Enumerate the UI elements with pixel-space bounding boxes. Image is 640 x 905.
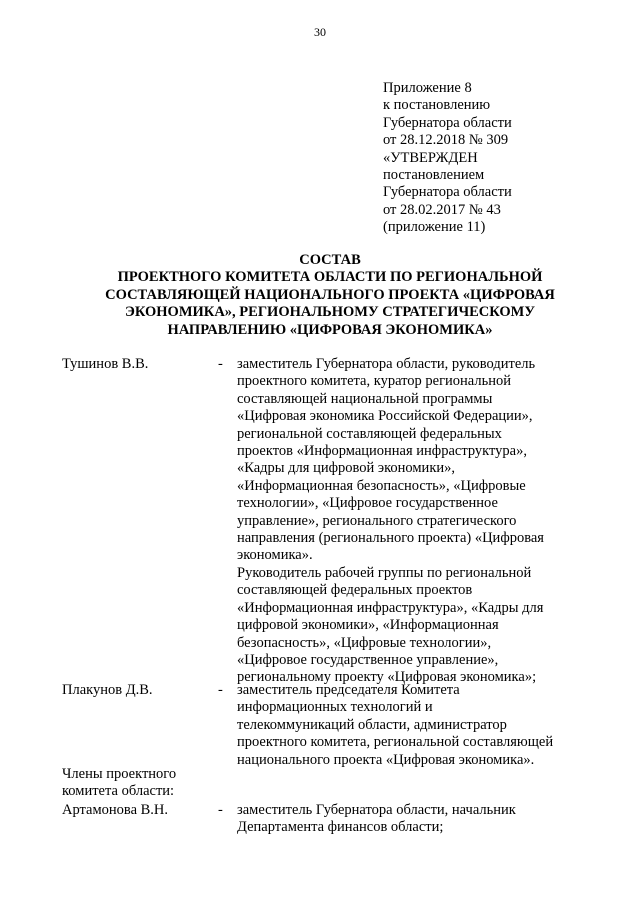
- approval-line: Губернатора области: [383, 114, 512, 131]
- description-line: информационных технологий и: [237, 699, 433, 716]
- description-line: составляющей федеральных проектов: [237, 582, 473, 599]
- approval-block: [383, 80, 623, 237]
- description-line: направления (регионального проекта) «Цифровая: [237, 530, 544, 547]
- approval-line: Приложение 8: [383, 80, 472, 96]
- description-line: «Кадры для цифровой экономики»,: [237, 460, 455, 477]
- entry-dash: -: [218, 802, 223, 818]
- description-line: заместитель Губернатора области, начальник: [237, 802, 516, 818]
- member-name: Артамонова В.Н.: [62, 802, 169, 818]
- description-line: заместитель Губернатора области, руководитель: [237, 356, 536, 372]
- page-number: 30: [314, 25, 326, 39]
- description-line: управление», регионального стратегического: [237, 512, 517, 529]
- description-line: Департамента финансов области;: [237, 819, 444, 836]
- description-line: заместитель председателя Комитета: [237, 682, 460, 698]
- member-description: [237, 802, 572, 837]
- approval-line: Губернатора области: [383, 184, 512, 201]
- description-line: региональному проекту «Цифровая экономика»;: [237, 669, 537, 686]
- description-line: технологии», «Цифровое государственное: [237, 495, 498, 512]
- members-heading-line: Члены проектного: [62, 766, 177, 782]
- title-line: ПРОЕКТНОГО КОМИТЕТА ОБЛАСТИ ПО РЕГИОНАЛЬНОЙ: [117, 269, 543, 286]
- description-line: проектного комитета, региональной составляющей: [237, 734, 554, 751]
- members-heading: [62, 766, 176, 801]
- description-line: безопасность», «Цифровые технологии»,: [237, 634, 492, 651]
- entry-dash: -: [218, 356, 223, 372]
- description-line: региональной составляющей федеральных: [237, 425, 502, 442]
- approval-line: от 28.12.2018 № 309: [383, 132, 509, 149]
- description-line: телекоммуникаций области, администратор: [237, 716, 507, 733]
- description-line: проектов «Информационная инфраструктура»,: [237, 443, 527, 460]
- member-name: Плакунов Д.В.: [62, 682, 153, 698]
- approval-line: к постановлению: [383, 97, 491, 114]
- description-line: экономика».: [237, 547, 313, 564]
- approval-line: постановлением: [383, 167, 485, 184]
- approval-line: от 28.02.2017 № 43: [383, 201, 501, 218]
- description-line: «Цифровая экономика Российской Федерации»,: [237, 408, 533, 425]
- description-line: цифровой экономики», «Информационная: [237, 617, 499, 634]
- member-name: Тушинов В.В.: [62, 356, 149, 372]
- document-title: [70, 252, 590, 339]
- title-line: СОСТАВ: [299, 252, 361, 268]
- description-line: проектного комитета, куратор региональной: [237, 373, 511, 390]
- description-line: Руководитель рабочей группы по региональной: [237, 564, 532, 581]
- description-line: составляющей национальной программы: [237, 390, 493, 407]
- description-line: «Цифровое государственное управление»,: [237, 651, 499, 668]
- title-line: СОСТАВЛЯЮЩЕЙ НАЦИОНАЛЬНОГО ПРОЕКТА «ЦИФРОВАЯ: [105, 286, 555, 303]
- description-line: «Информационная безопасность», «Цифровые: [237, 477, 526, 494]
- member-description: [237, 682, 572, 769]
- title-line: НАПРАВЛЕНИЮ «ЦИФРОВАЯ ЭКОНОМИКА»: [167, 321, 493, 338]
- members-heading-line: комитета области:: [62, 783, 175, 800]
- approval-line: «УТВЕРЖДЕН: [383, 149, 478, 166]
- approval-line: (приложение 11): [383, 219, 486, 236]
- description-line: «Информационная инфраструктура», «Кадры для: [237, 599, 544, 616]
- entry-dash: -: [218, 682, 223, 698]
- title-line: ЭКОНОМИКА», РЕГИОНАЛЬНОМУ СТРАТЕГИЧЕСКОМУ: [125, 304, 535, 321]
- member-description: [237, 356, 572, 687]
- description-line: национального проекта «Цифровая экономика».: [237, 751, 535, 768]
